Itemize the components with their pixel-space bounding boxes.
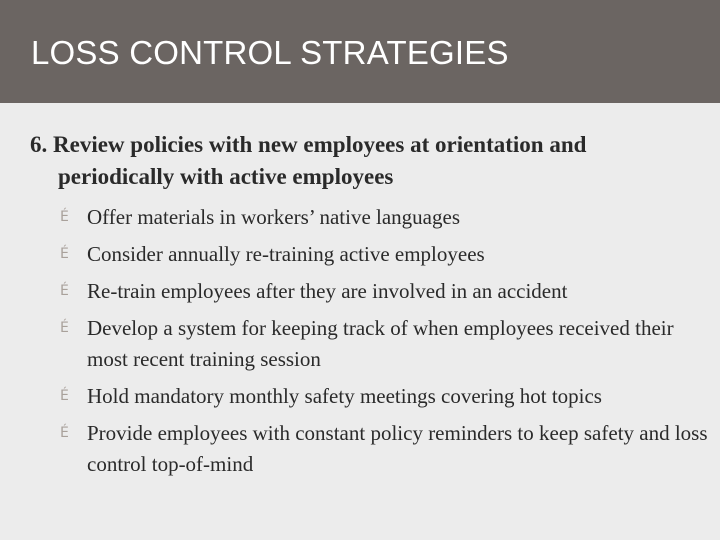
bullet-marker-icon: É (60, 388, 69, 404)
bullet-text: Develop a system for keeping track of when employees received their most recent training session (87, 316, 674, 371)
section-heading (30, 129, 710, 193)
bullet-text: Offer materials in workers’ native languages (87, 205, 460, 229)
bullet-marker-icon: É (60, 283, 69, 299)
list-item (60, 381, 710, 412)
bullet-text: Hold mandatory monthly safety meetings covering hot topics (87, 384, 602, 408)
bullet-marker-icon: É (60, 209, 69, 225)
title-bar (0, 0, 720, 103)
bullet-marker-icon: É (60, 425, 69, 441)
slide-title: LOSS CONTROL STRATEGIES (31, 34, 509, 71)
heading-line-1: 6. Review policies with new employees at orientation and (30, 132, 587, 157)
slide-content (0, 103, 720, 540)
heading-line-2: periodically with active employees (58, 164, 394, 189)
bullet-marker-icon: É (60, 320, 69, 336)
bullet-text: Consider annually re-training active employees (87, 242, 485, 266)
bullet-marker-icon: É (60, 246, 69, 262)
list-item (60, 202, 710, 233)
list-item (60, 276, 710, 307)
list-item (60, 239, 710, 270)
list-item (60, 313, 710, 375)
bullet-text: Provide employees with constant policy reminders to keep safety and loss control top-of-mind (87, 421, 708, 476)
list-item (60, 418, 710, 480)
bullet-list (60, 202, 710, 486)
bullet-text: Re-train employees after they are involved in an accident (87, 279, 568, 303)
